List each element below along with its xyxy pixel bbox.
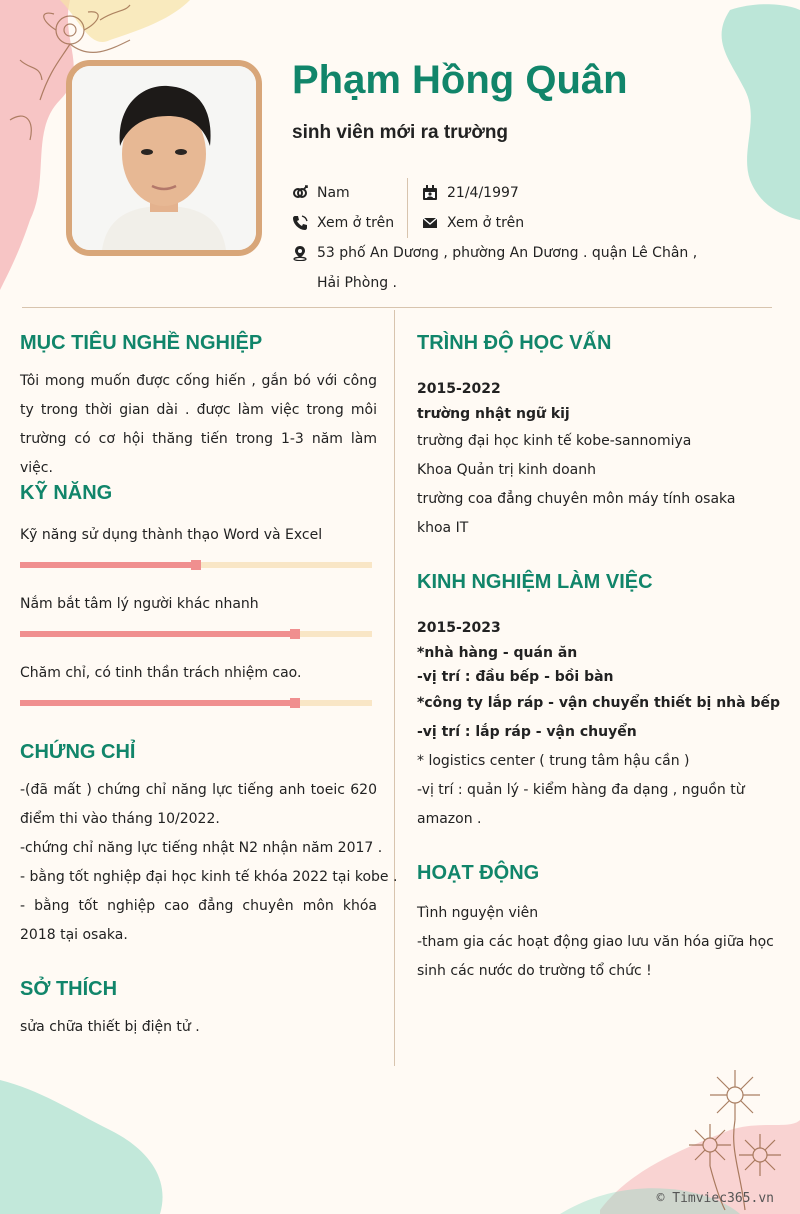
- experience-line-1: * logistics center ( trung tâm hậu cần ): [417, 753, 690, 769]
- education-school: trường nhật ngữ kij: [417, 406, 570, 422]
- certificate-line-3: - bằng tốt nghiệp đại học kinh tế khóa 2022 tại kobe .: [20, 869, 398, 885]
- skill-bar-knob-3: [290, 698, 300, 708]
- address-line-2: Hải Phòng .: [317, 275, 397, 291]
- skill-label-1: Kỹ năng sử dụng thành thạo Word và Excel: [20, 527, 323, 543]
- experience-bold-1: *nhà hàng - quán ăn: [417, 645, 578, 661]
- experience-heading: KINH NGHIỆM LÀM VIỆC: [417, 571, 653, 593]
- skill-bar-1: [20, 562, 372, 568]
- hobbies-heading: SỞ THÍCH: [20, 978, 118, 1000]
- decor-bottom-left-watercolor: [0, 1070, 220, 1214]
- header-divider: [22, 307, 772, 308]
- avatar: [72, 66, 256, 250]
- candidate-title: sinh viên mới ra trường: [292, 122, 509, 143]
- skill-bar-fill-3: [20, 700, 295, 706]
- education-line-4: khoa IT: [417, 520, 469, 536]
- education-heading: TRÌNH ĐỘ HỌC VẤN: [417, 332, 612, 354]
- objective-heading: MỤC TIÊU NGHỀ NGHIỆP: [20, 332, 263, 354]
- experience-period: 2015-2023: [417, 620, 501, 636]
- certificates-heading: CHỨNG CHỈ: [20, 741, 136, 763]
- activities-heading: HOẠT ĐỘNG: [417, 862, 540, 884]
- email-value: Xem ở trên: [447, 215, 525, 231]
- header-divider-vertical: [407, 178, 408, 238]
- activities-line-1: Tình nguyện viên: [417, 905, 539, 921]
- column-divider: [394, 310, 395, 1066]
- skill-bar-2: [20, 631, 372, 637]
- gender-icon: [292, 185, 308, 201]
- calendar-icon: [422, 185, 438, 201]
- hobbies-text: sửa chữa thiết bị điện tử .: [20, 1019, 200, 1035]
- experience-bold-3: *công ty lắp ráp - vận chuyển thiết bị nhà bếp: [417, 695, 780, 711]
- education-line-1: trường đại học kinh tế kobe-sannomiya: [417, 433, 692, 449]
- education-line-2: Khoa Quản trị kinh doanh: [417, 462, 596, 478]
- skill-bar-knob-1: [191, 560, 201, 570]
- skill-bar-fill-2: [20, 631, 295, 637]
- decor-top-right-watercolor: [700, 0, 800, 230]
- birthday-value: 21/4/1997: [447, 185, 519, 201]
- location-pin-icon: [292, 245, 308, 261]
- education-line-3: trường coa đẳng chuyên môn máy tính osaka: [417, 491, 736, 507]
- skill-bar-3: [20, 700, 372, 706]
- phone-value: Xem ở trên: [317, 215, 395, 231]
- mail-icon: [422, 215, 438, 231]
- experience-bold-2: -vị trí : đầu bếp - bồi bàn: [417, 669, 614, 685]
- activities-line-2: -tham gia các hoạt động giao lưu văn hóa giữa học sinh các nước do trường tổ chức !: [417, 934, 774, 979]
- gender-value: Nam: [317, 185, 350, 201]
- experience-line-2: -vị trí : quản lý - kiểm hàng đa dạng , nguồn từ amazon .: [417, 782, 745, 827]
- education-period: 2015-2022: [417, 381, 501, 397]
- skill-label-3: Chăm chỉ, có tinh thần trách nhiệm cao.: [20, 665, 302, 681]
- skills-heading: KỸ NĂNG: [20, 482, 113, 504]
- certificate-line-4: - bằng tốt nghiệp cao đẳng chuyên môn khóa 2018 tại osaka.: [20, 898, 377, 943]
- profile-photo: [66, 60, 262, 256]
- skill-label-2: Nắm bắt tâm lý người khác nhanh: [20, 596, 259, 612]
- certificate-line-1: -(đã mất ) chứng chỉ năng lực tiếng anh toeic 620 điểm thi vào tháng 10/2022.: [20, 782, 377, 827]
- candidate-name: Phạm Hồng Quân: [292, 58, 628, 102]
- experience-bold-4: -vị trí : lắp ráp - vận chuyển: [417, 724, 637, 740]
- certificate-line-2: -chứng chỉ năng lực tiếng nhật N2 nhận năm 2017 .: [20, 840, 383, 856]
- skill-bar-fill-1: [20, 562, 196, 568]
- skill-bar-knob-2: [290, 629, 300, 639]
- address-line-1: 53 phố An Dương , phường An Dương . quận Lê Chân ,: [317, 245, 698, 261]
- phone-icon: [292, 215, 308, 231]
- objective-text: Tôi mong muốn được cống hiến , gắn bó với công ty trong thời gian dài . được làm việc trong môi trường có cơ hội thăng tiến trong 1-3 năm làm việc.: [20, 373, 377, 476]
- footer-watermark: © Timviec365.vn: [656, 1191, 774, 1206]
